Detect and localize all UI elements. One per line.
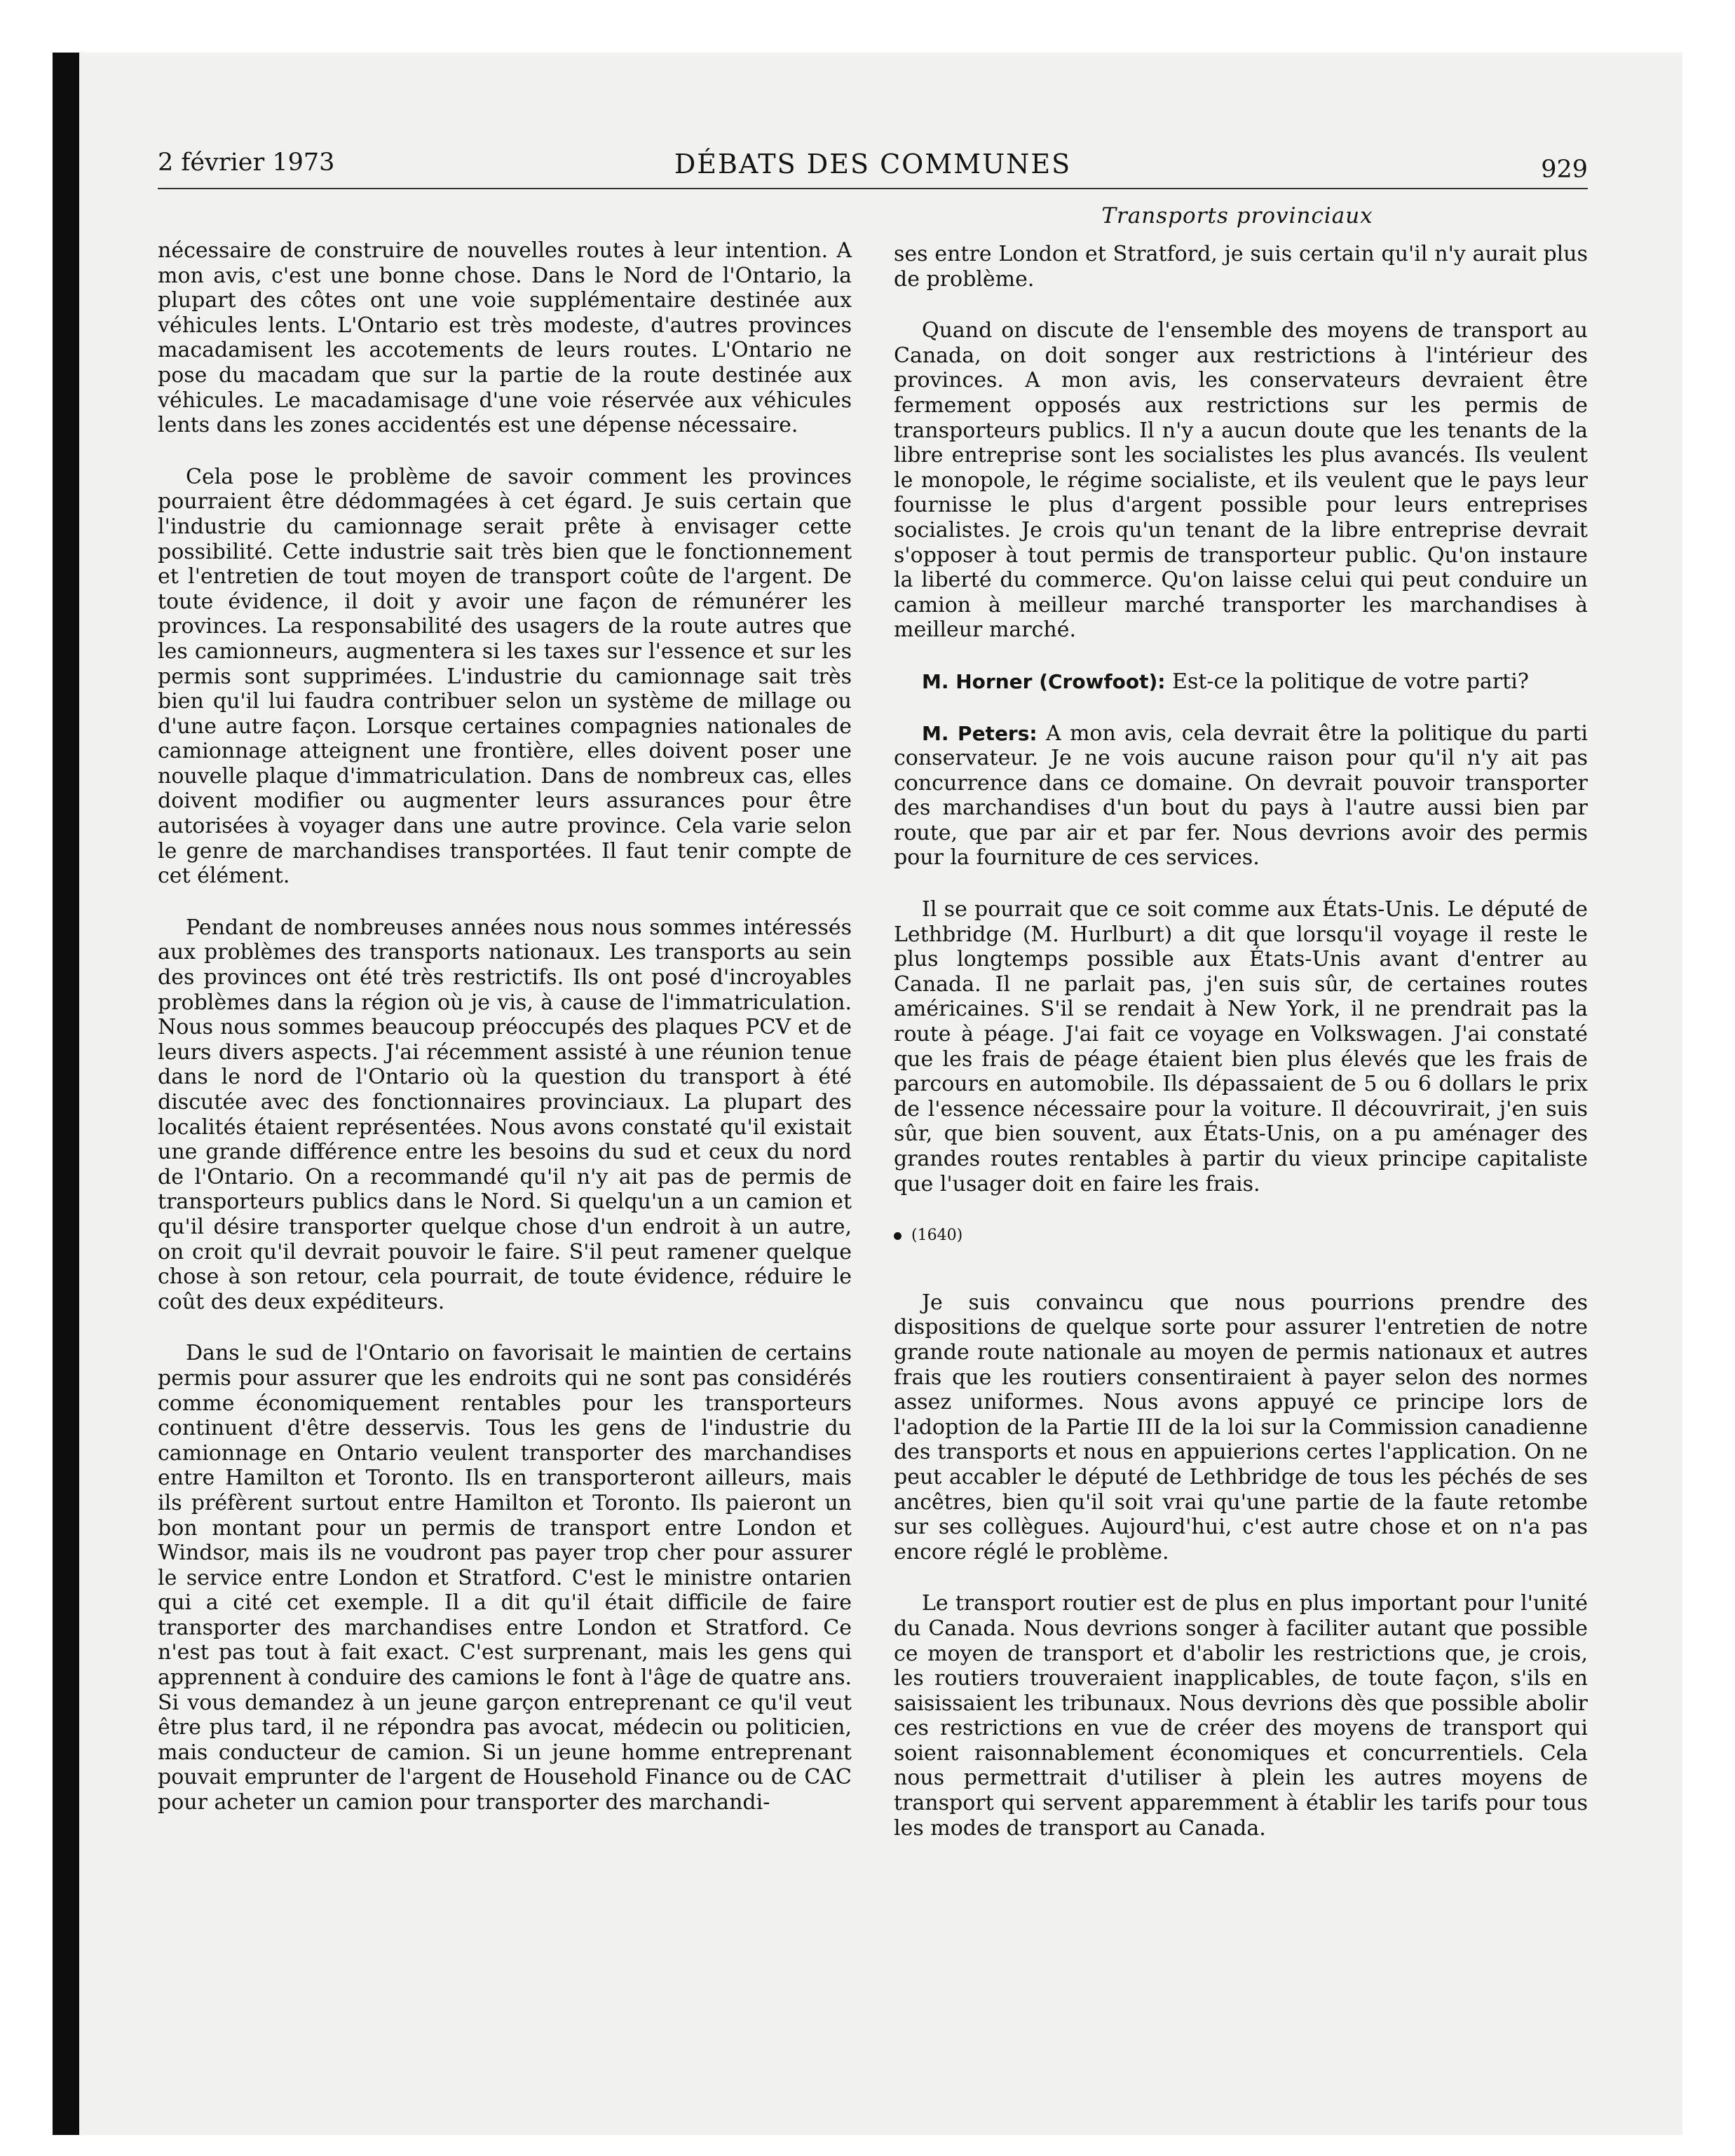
bullet-icon <box>894 1232 901 1240</box>
paragraph: Il se pourrait que ce soit comme aux États-Unis. Le député de Lethbridge (M. Hurlburt) a dit que lorsqu'il voyage il reste le plus longtemps possible aux États-Unis avant d'entrer au Canada. Il ne parlait pas, j'en suis sûr, de certaines routes américaines. S'il se rendait à New York, il ne prendrait pas la route à péage. J'ai fait ce voyage en Volkswagen. J'ai constaté que les frais de péage étaient bien plus élevés que les frais de parcours en automobile. Ils dépassaient de 5 ou 6 dollars le prix de l'essence nécessaire pour la voiture. Il découvrirait, j'en suis sûr, que bien souvent, aux États-Unis, on a pu aménager des grandes routes rentables à partir du vieux principe capitaliste que l'usager doit en faire les frais. <box>894 897 1588 1196</box>
header-date: 2 février 1973 <box>158 149 335 177</box>
time-marker-text: (1640) <box>911 1227 963 1245</box>
page-number: 929 <box>1541 156 1588 184</box>
speech-text: A mon avis, cela devrait être la politique du parti conservateur. Je ne vois aucune raison pour qu'il n'y ait pas concurrence dans ce domaine. On devrait pouvoir transporter des marchandises d'un bout du pays à l'autre aussi bien par route, que par air et par fer. Nous devrions avoir des permis pour la fourniture de ces services. <box>894 721 1588 871</box>
time-marker <box>894 1223 1588 1248</box>
scan-margin-bottom <box>53 2135 1735 2156</box>
header-title: DÉBATS DES COMMUNES <box>674 149 1072 179</box>
speaker-name: M. Horner (Crowfoot): <box>922 669 1166 693</box>
left-column <box>158 238 852 1842</box>
scan-binding-edge <box>53 53 79 2135</box>
paragraph: Cela pose le problème de savoir comment les provinces pourraient être dédommagées à cet égard. Je suis certain que l'industrie du camionnage serait prête à envisager cette possibilité. Cette industrie sait très bien que le fonctionnement et l'entretien de tout moyen de transport coûte de l'argent. De toute évidence, il doit y avoir une façon de rémunérer les provinces. La responsabilité des usagers de la route autres que les camionneurs, augmentera si les taxes sur l'essence et sur les permis sont supprimées. L'industrie du camionnage sait très bien qu'il lui faudra contribuer selon un système de millage ou d'une autre façon. Lorsque certaines compagnies nationales de camionnage atteignent une frontière, elles doivent poser une nouvelle plaque d'immatriculation. Dans de nombreux cas, elles doivent modifier ou augmenter leurs assurances pour être autorisées à voyager dans une autre province. Cela varie selon le genre de marchandises transportées. Il faut tenir compte de cet élément. <box>158 464 852 889</box>
paragraph: nécessaire de construire de nouvelles routes à leur intention. A mon avis, c'est une bonne chose. Dans le Nord de l'Ontario, la plupart des côtes ont une voie supplémentaire destinée aux véhicules lents. L'Ontario est très modeste, d'autres provinces macadamisent les accotements de leurs routes. L'Ontario ne pose du macadam que sur la partie de la route destinée aux véhicules. Le macadamisage d'une voie réservée aux véhicules lents dans les zones accidentés est une dépense nécessaire. <box>158 238 852 438</box>
page-header <box>158 146 1588 189</box>
speaker-name: M. Peters: <box>922 721 1037 745</box>
paragraph: Le transport routier est de plus en plus important pour l'unité du Canada. Nous devrions songer à faciliter autant que possible ce moyen de transport et d'abolir les restrictions que, je crois, les routiers trouveraient inapplicables, de toute façon, s'ils en saisissaient les tribunaux. Nous devrions dès que possible abolir ces restrictions en vue de créer des moyens de transport qui soient raisonnablement économiques et concurrentiels. Cela nous permettrait d'utiliser à plein les autres moyens de transport qui servent apparemment à établir les tarifs pour tous les modes de transport au Canada. <box>894 1591 1588 1841</box>
paragraph: Pendant de nombreuses années nous nous sommes intéressés aux problèmes des transports nationaux. Les transports au sein des provinces ont été très restrictifs. Ils ont posé d'incroyables problèmes dans la région où je vis, à cause de l'immatriculation. Nous nous sommes beaucoup préoccupés des plaques PCV et de leurs divers aspects. J'ai récemment assisté à une réunion tenue dans le nord de l'Ontario où la question du transport à été discutée avec des fonctionnaires provinciaux. La plupart des localités étaient représentées. Nous avons constaté qu'il existait une grande différence entre les besoins du sud et ceux du nord de l'Ontario. On a recommandé qu'il n'y ait pas de permis de transporteurs publics dans le Nord. Si quelqu'un a un camion et qu'il désire transporter quelque chose d'un endroit à un autre, on croit qu'il devrait pouvoir le faire. S'il peut ramener quelque chose à son retour, cela pourrait, de toute évidence, réduire le coût des deux expéditeurs. <box>158 915 852 1314</box>
paragraph: ses entre London et Stratford, je suis certain qu'il n'y aurait plus de problème. <box>894 242 1588 292</box>
paragraph: Je suis convaincu que nous pourrions prendre des dispositions de quelque sorte pour assurer l'entretien de notre grande route nationale au moyen de permis nationaux et autres frais que les routiers consentiraient à payer selon des normes assez uniformes. Nous avons appuyé ce principe lors de l'adoption de la Partie III de la loi sur la Commission canadienne des transports et nous en appuierions certes l'application. On ne peut accabler le député de Lethbridge de tous les péchés de ses ancêtres, bien qu'il soit vrai qu'une partie de la faute retombe sur ses collègues. Aujourd'hui, c'est autre chose et on n'a pas encore réglé le problème. <box>894 1290 1588 1564</box>
speech-peters <box>894 721 1588 871</box>
speech-horner <box>894 669 1588 695</box>
running-head: Transports provinciaux <box>1101 203 1373 228</box>
scan-margin-top <box>53 0 1735 53</box>
speech-text: Est-ce la politique de votre parti? <box>1172 669 1529 694</box>
scan-margin-right <box>1682 0 1735 2156</box>
paragraph: Quand on discute de l'ensemble des moyens de transport au Canada, on doit songer aux restrictions à l'intérieur des provinces. A mon avis, les conservateurs devraient être fermement opposés aux restrictions sur les permis de transporteurs publics. Il n'y a aucun doute que les tenants de la libre entreprise sont les socialistes les plus avancés. Ils veulent le monopole, le régime socialiste, et ils veulent que le pays leur fournisse le plus d'argent possible pour leurs entreprises socialistes. Je crois qu'un tenant de la libre entreprise devrait s'opposer à tout permis de transporteur public. Qu'on instaure la liberté du commerce. Qu'on laisse celui qui peut conduire un camion à meilleur marché transporter les marchandises à meilleur marché. <box>894 318 1588 643</box>
scan-margin-left <box>0 0 53 2156</box>
paragraph: Dans le sud de l'Ontario on favorisait le maintien de certains permis pour assurer que les endroits qui ne sont pas considérés comme économiquement rentables pour les transporteurs continuent d'être desservis. Tous les gens de l'industrie du camionnage en Ontario veulent transporter des marchandises entre Hamilton et Toronto. Ils en transporteront ailleurs, mais ils préfèrent surtout entre Hamilton et Toronto. Ils paieront un bon montant pour un permis de transport entre London et Windsor, mais ils ne voudront pas payer trop cher pour assurer le service entre London et Stratford. C'est le ministre ontarien qui a cité cet exemple. Il a dit qu'il était difficile de faire transporter des marchandises entre London et Stratford. Ce n'est pas tout à fait exact. C'est surprenant, mais les gens qui apprennent à conduire des camions le font à l'âge de quatre ans. Si vous demandez à un jeune garçon entreprenant ce qu'il veut être plus tard, il ne répondra pas avocat, médecin ou politicien, mais conducteur de camion. Si un jeune homme entreprenant pouvait emprunter de l'argent de Household Finance ou de CAC pour acheter un camion pour transporter des marchandi- <box>158 1341 852 1815</box>
right-column <box>894 242 1588 1867</box>
